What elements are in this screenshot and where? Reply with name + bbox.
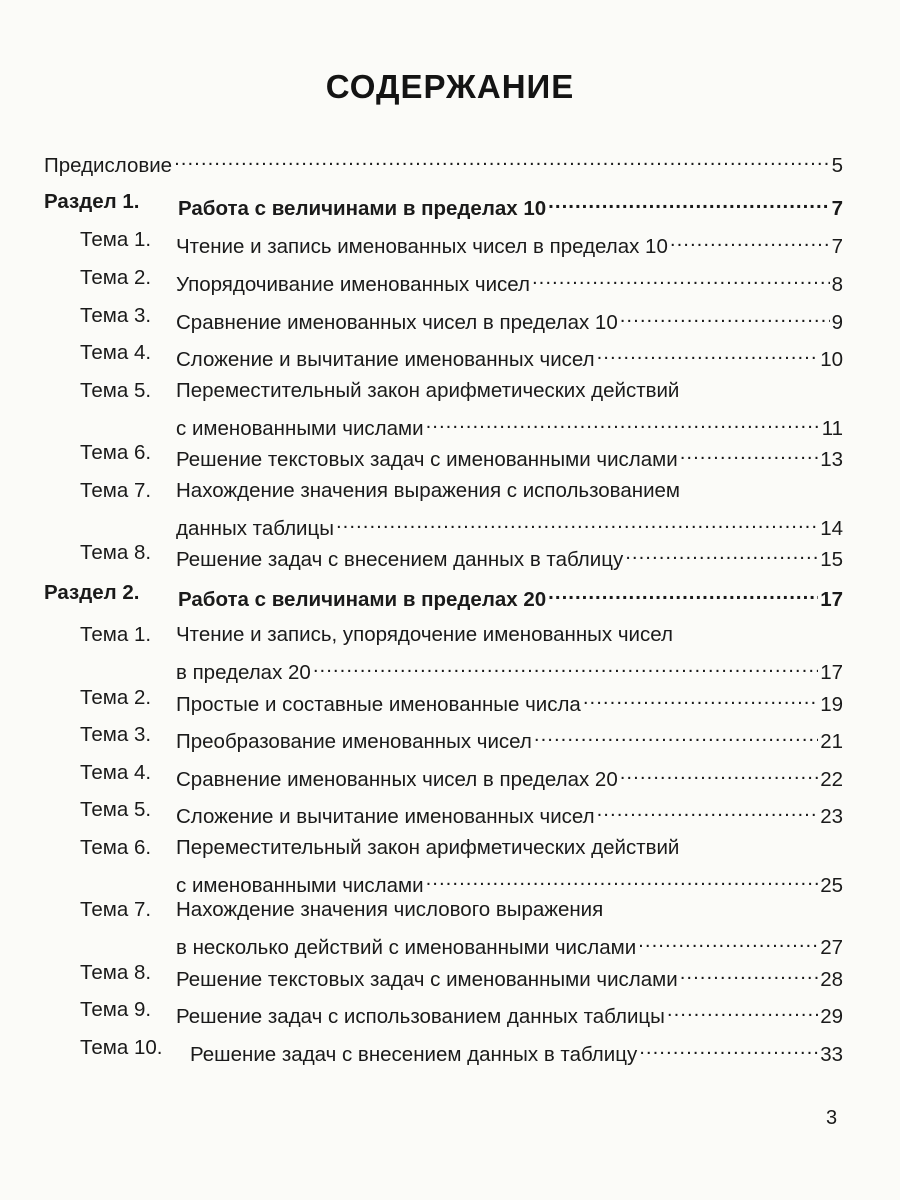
- entry-title: Сравнение именованных чисел в пределах 20: [176, 768, 618, 791]
- entry-title: Простые и составные именованные числа: [176, 693, 581, 716]
- toc-line: [176, 265, 843, 296]
- entry-title: Решение текстовых задач с именованными числами: [176, 448, 678, 471]
- toc-line: [176, 303, 843, 334]
- page-number: 3: [826, 1107, 838, 1129]
- entry-page: 25: [820, 874, 843, 897]
- dot-leader: [583, 685, 818, 711]
- dot-leader: [597, 797, 819, 823]
- topic-label: Тема 4.: [80, 761, 152, 784]
- entry-page: 9: [831, 311, 843, 334]
- page-title: СОДЕРЖАНИЕ: [325, 68, 575, 105]
- toc-line: [176, 928, 843, 959]
- dot-leader: [639, 1035, 818, 1061]
- entry-title: в пределах 20: [176, 661, 311, 684]
- topic-label: Тема 3.: [80, 304, 152, 327]
- entry-title: Нахождение значения выражения с использованием: [176, 479, 681, 502]
- entry-page: 10: [820, 348, 843, 371]
- entry-page: 21: [820, 730, 843, 753]
- dot-leader: [426, 866, 819, 892]
- topic-label: Тема 3.: [80, 723, 152, 746]
- toc-line: [176, 540, 843, 571]
- toc-line: [176, 227, 843, 258]
- entry-title: Сложение и вычитание именованных чисел: [176, 805, 595, 828]
- topic-label: Тема 10.: [80, 1036, 163, 1059]
- entry-page: 29: [820, 1005, 843, 1028]
- toc-line: [176, 509, 843, 540]
- entry-title: Упорядочивание именованных чисел: [176, 273, 530, 296]
- entry-page: 17: [820, 588, 843, 611]
- dot-leader: [680, 440, 818, 466]
- topic-label: Тема 7.: [80, 898, 152, 921]
- dot-leader: [532, 265, 830, 291]
- entry-title: Работа с величинами в пределах 20: [178, 588, 547, 611]
- entry-title: с именованными числами: [176, 417, 424, 440]
- entry-page: 27: [820, 936, 843, 959]
- entry-title: Решение задач с внесением данных в таблицу: [176, 548, 624, 571]
- toc-line: [176, 960, 843, 991]
- entry-page: 19: [820, 693, 843, 716]
- topic-label: Тема 9.: [80, 998, 152, 1021]
- dot-leader: [667, 997, 818, 1023]
- section-label: Раздел 2.: [44, 581, 140, 604]
- entry-title: Чтение и запись, упорядочение именованных чисел: [176, 623, 673, 646]
- topic-label: Тема 7.: [80, 479, 152, 502]
- topic-label: Тема 8.: [80, 961, 152, 984]
- toc-line: [176, 440, 843, 471]
- dot-leader: [597, 340, 819, 366]
- topic-label: Тема 2.: [80, 686, 152, 709]
- toc-line: [176, 653, 843, 684]
- toc-line: [178, 580, 843, 611]
- topic-label: Тема 1.: [80, 623, 152, 646]
- entry-title: Работа с величинами в пределах 10: [178, 197, 547, 220]
- toc-line: [176, 685, 843, 716]
- toc-line: [176, 409, 843, 440]
- dot-leader: [620, 303, 830, 329]
- toc-line: [176, 340, 843, 371]
- dot-leader: [426, 409, 820, 435]
- dot-leader: [313, 653, 818, 679]
- dot-leader: [638, 928, 818, 954]
- toc-line: [176, 760, 843, 791]
- toc-line: [176, 797, 843, 828]
- entry-page: 33: [820, 1043, 843, 1066]
- entry-page: 7: [831, 235, 843, 258]
- entry-page: 28: [820, 968, 843, 991]
- entry-title: Решение задач с использованием данных таблицы: [176, 1005, 665, 1028]
- entry-title: Предисловие: [44, 154, 173, 177]
- toc-line: [176, 722, 843, 753]
- topic-label: Тема 4.: [80, 341, 152, 364]
- entry-title: Переместительный закон арифметических действий: [176, 836, 680, 859]
- entry-title: данных таблицы: [176, 517, 334, 540]
- dot-leader: [534, 722, 818, 748]
- dot-leader: [174, 146, 830, 172]
- entry-page: 23: [820, 805, 843, 828]
- entry-page: 14: [820, 517, 843, 540]
- topic-label: Тема 2.: [80, 266, 152, 289]
- entry-title: Переместительный закон арифметических действий: [176, 379, 680, 402]
- toc-line: [44, 146, 843, 177]
- dot-leader: [670, 227, 830, 253]
- topic-label: Тема 5.: [80, 798, 152, 821]
- toc-line: [190, 1035, 843, 1066]
- topic-label: Тема 5.: [80, 379, 152, 402]
- entry-title: Сложение и вычитание именованных чисел: [176, 348, 595, 371]
- entry-title: Сравнение именованных чисел в пределах 10: [176, 311, 618, 334]
- entry-page: 15: [820, 548, 843, 571]
- topic-label: Тема 6.: [80, 441, 152, 464]
- toc-line: [178, 189, 843, 220]
- entry-page: 22: [820, 768, 843, 791]
- toc-line: [176, 997, 843, 1028]
- topic-label: Тема 1.: [80, 228, 152, 251]
- topic-label: Тема 6.: [80, 836, 152, 859]
- dot-leader: [548, 580, 818, 606]
- entry-title: Преобразование именованных чисел: [176, 730, 532, 753]
- dot-leader: [548, 189, 829, 215]
- entry-title: Нахождение значения числового выражения: [176, 898, 604, 921]
- entry-title: Решение задач с внесением данных в таблицу: [190, 1043, 638, 1066]
- entry-page: 7: [831, 197, 843, 220]
- dot-leader: [620, 760, 818, 786]
- entry-page: 5: [831, 154, 843, 177]
- dot-leader: [336, 509, 818, 535]
- entry-title: Решение текстовых задач с именованными числами: [176, 968, 678, 991]
- entry-title: в несколько действий с именованными числами: [176, 936, 637, 959]
- entry-page: 8: [831, 273, 843, 296]
- section-label: Раздел 1.: [44, 190, 140, 213]
- entry-page: 11: [821, 417, 843, 440]
- dot-leader: [625, 540, 818, 566]
- entry-page: 17: [820, 661, 843, 684]
- entry-title: Чтение и запись именованных чисел в пределах 10: [176, 235, 668, 258]
- dot-leader: [680, 960, 818, 986]
- topic-label: Тема 8.: [80, 541, 152, 564]
- entry-page: 13: [820, 448, 843, 471]
- toc-line: [176, 866, 843, 897]
- entry-title: с именованными числами: [176, 874, 424, 897]
